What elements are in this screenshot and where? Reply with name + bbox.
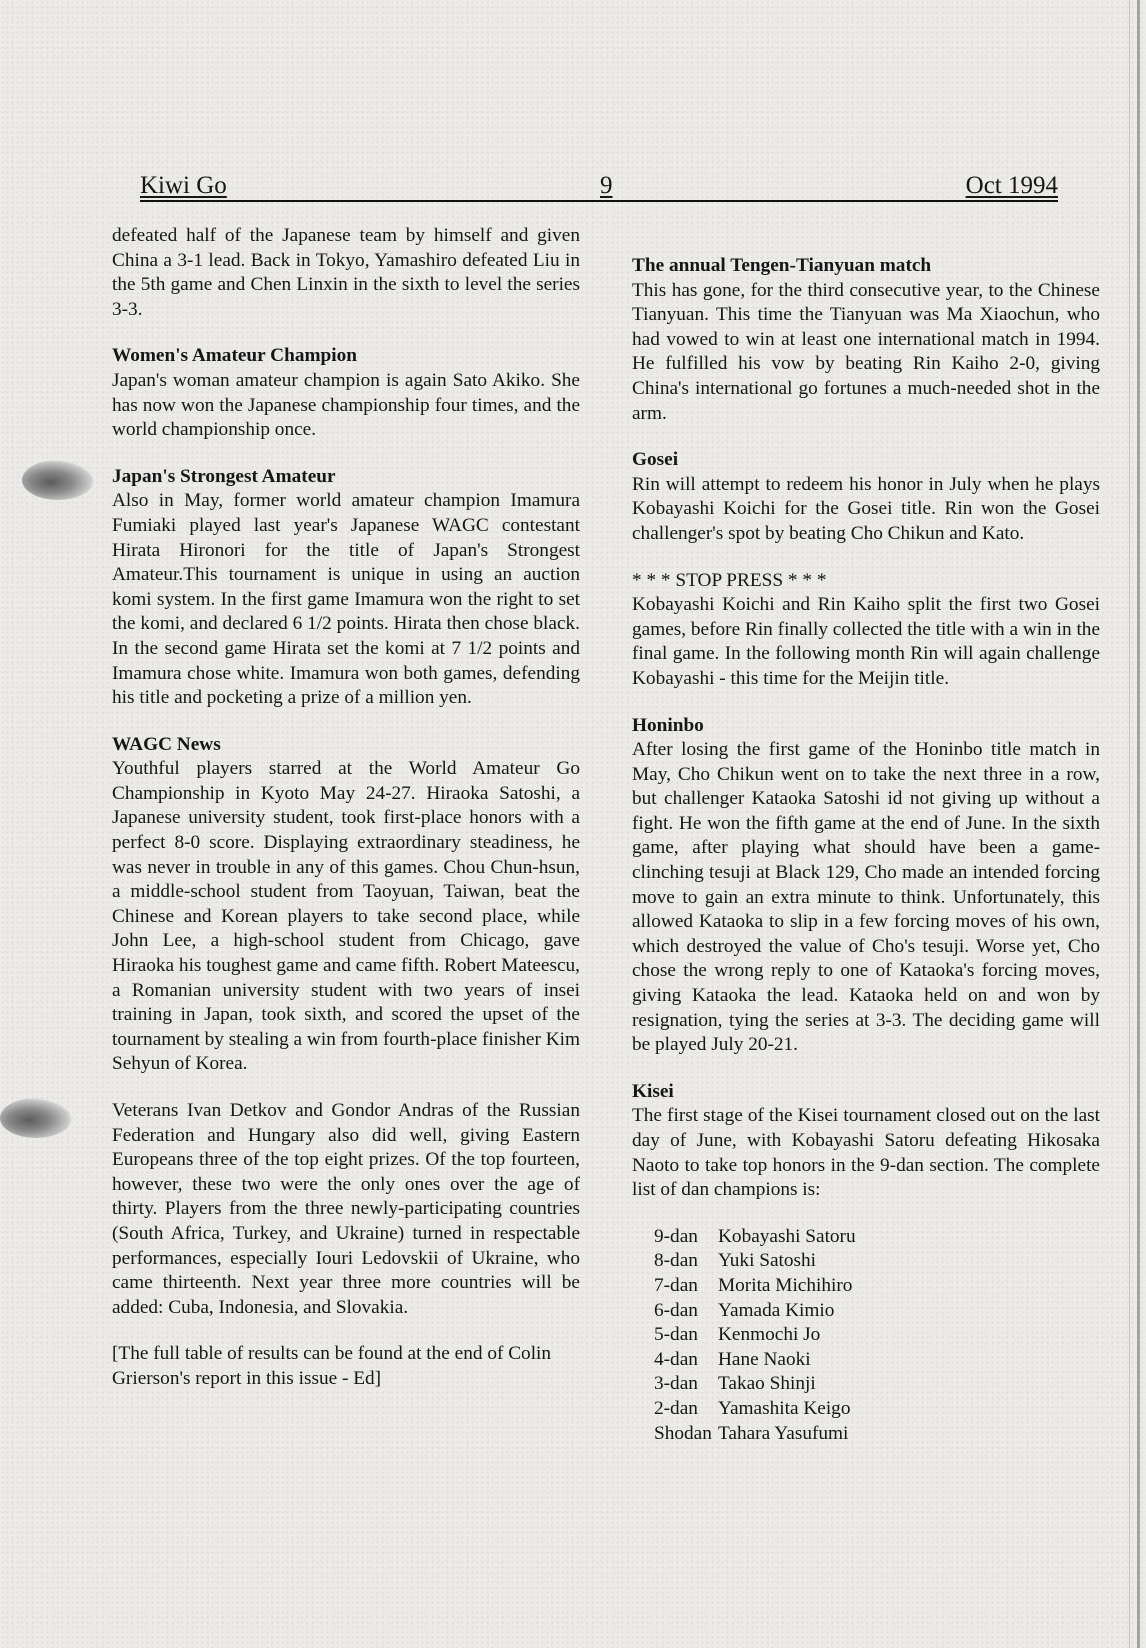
left-column — [112, 224, 580, 1392]
scan-edge-shadow — [1137, 0, 1140, 1648]
list-item — [654, 1422, 1100, 1447]
tengen-body: This has gone, for the third consecutive year, to the Chinese Tianyuan. This time the Tianyuan was Ma Xiaochun, who had vowed to win at least one international match in 1994. He fulfilled his vow by beating Rin Kaiho 2-0, giving China's international go fortunes a much-needed shot in the arm. — [632, 279, 1100, 424]
dan-champions-list — [654, 1225, 1100, 1446]
champion-name: Takao Shinji — [718, 1373, 816, 1395]
dan-rank: 9-dan — [654, 1225, 698, 1247]
list-item — [654, 1299, 1100, 1324]
list-item — [654, 1397, 1100, 1422]
intro-paragraph: defeated half of the Japanese team by himself and given China a 3-1 lead. Back in Tokyo, Yamashiro defeated Liu in the 5th game and Chen Linxin in the sixth to level the series 3-3. — [112, 225, 580, 320]
champion-name: Yamashita Keigo — [718, 1397, 851, 1419]
champion-name: Yamada Kimio — [718, 1299, 835, 1321]
champion-name: Kobayashi Satoru — [718, 1225, 856, 1247]
tengen-heading: The annual Tengen-Tianyuan match — [632, 255, 932, 276]
stop-press-heading: * * * STOP PRESS * * * — [632, 569, 827, 591]
dan-rank: 7-dan — [654, 1274, 698, 1296]
champion-name: Morita Michihiro — [718, 1274, 853, 1296]
list-item — [654, 1372, 1100, 1397]
honinbo-heading: Honinbo — [632, 714, 704, 736]
dan-rank: 4-dan — [654, 1348, 698, 1370]
publication-title: Kiwi Go — [140, 172, 227, 199]
dan-rank: 5-dan — [654, 1324, 698, 1346]
dan-rank: 6-dan — [654, 1299, 698, 1321]
header-rule — [140, 200, 1058, 202]
gosei-heading: Gosei — [632, 449, 679, 471]
dan-rank: 3-dan — [654, 1373, 698, 1395]
page-header — [140, 172, 1058, 204]
stop-press-body: Kobayashi Koichi and Rin Kaiho split the first two Gosei games, before Rin finally collected the title with a win in the final game. In the following month Rin will again challenge Kobayashi - this time for the Meijin title. — [632, 594, 1100, 689]
champion-name: Hane Naoki — [718, 1348, 811, 1370]
list-item — [654, 1249, 1100, 1274]
kisei-body: The first stage of the Kisei tournament closed out on the last day of June, with Kobayashi Satoru defeating Hikosaka Naoto to take top honors in the 9-dan section. The complete list of dan champions is: — [632, 1105, 1100, 1201]
punch-hole-top — [22, 460, 94, 500]
list-item — [654, 1274, 1100, 1299]
editor-note: [The full table of results can be found at the end of Colin Grierson's report in this issue - Ed] — [112, 1343, 552, 1389]
dan-rank: Shodan — [654, 1422, 712, 1444]
gosei-body: Rin will attempt to redeem his honor in July when he plays Kobayashi Koichi for the Gosei title. Rin won the Gosei challenger's spot by beating Cho Chikun and Kato. — [632, 473, 1100, 544]
dan-rank: 2-dan — [654, 1397, 698, 1419]
list-item — [654, 1323, 1100, 1348]
strongest-amateur-body: Also in May, former world amateur champion Imamura Fumiaki played last year's Japanese WAGC contestant Hirata Hironori for the title of Japan's Strongest Amateur.This tournament is unique in using an auction komi system. In the first game Imamura won the right to set the komi, and declared 6 1/2 points. Hirata then chose black. In the second game Hirata set the komi at 7 1/2 points and Imamura chose white. Imamura won both games, defending his title and pocketing a prize of a million yen. — [112, 490, 580, 709]
scan-edge-line — [1129, 0, 1130, 1648]
wagc-news-body: Youthful players starred at the World Amateur Go Championship in Kyoto May 24-27. Hiraoka Satoshi, a Japanese university student, took first-place honors with a perfect 8-0 score. Displaying extraordinary steadiness, he was never in trouble in any of this games. Chou Chun-hsun, a middle-school student from Taoyuan, Taiwan, beat the Chinese and Korean players to take second place, while John Lee, a high-school student from Chicago, gave Hiraoka his toughest game and came fifth. Robert Mateescu, a Romanian university student with two years of insei training in Japan, took sixth, and scored the upset of the tournament by stealing a win from fourth-place finisher Kim Sehyun of Korea. — [112, 758, 580, 1075]
strongest-amateur-heading: Japan's Strongest Amateur — [112, 465, 336, 487]
womens-champion-heading: Women's Amateur Champion — [112, 345, 357, 367]
womens-champion-body: Japan's woman amateur champion is again Sato Akiko. She has now won the Japanese championship four times, and the world championship once. — [112, 369, 580, 441]
kisei-heading: Kisei — [632, 1080, 674, 1102]
wagc-news-body-2: Veterans Ivan Detkov and Gondor Andras of the Russian Federation and Hungary also did well, giving Eastern Europeans three of the top eight prizes. Of the top fourteen, however, these two were the only ones over the age of thirty. Players from the three newly-participating countries (South Africa, Turkey, and Ukraine) turned in respectable performances, especially Iouri Ledovskii of Ukraine, who came thirteenth. Next year three more countries will be added: Cuba, Indonesia, and Slovakia. — [112, 1100, 580, 1318]
champion-name: Tahara Yasufumi — [718, 1422, 849, 1444]
champion-name: Yuki Satoshi — [718, 1250, 817, 1272]
wagc-news-heading: WAGC News — [112, 733, 221, 755]
list-item — [654, 1225, 1100, 1250]
honinbo-body: After losing the first game of the Honinbo title match in May, Cho Chikun went on to take the next three in a row, but challenger Kataoka Satoshi id not giving up without a fight. He won the fifth game at the end of June. In the sixth game, after playing what should have been a game-clinching tesuji at Black 129, Cho made an intended forcing move to gain an extra minute to think. Unfortunately, this allowed Kataoka to slip in a few forcing moves of his own, which destroyed the value of Cho's tesuji. Worse yet, Cho chose the wrong reply to one of Kataoka's forcing moves, giving Kataoka the lead. Kataoka held on and won by resignation, tying the series at 3-3. The deciding game will be played July 20-21. — [632, 739, 1100, 1056]
champion-name: Kenmochi Jo — [718, 1324, 821, 1346]
page-number: 9 — [600, 172, 613, 199]
issue-date: Oct 1994 — [965, 172, 1058, 199]
list-item — [654, 1348, 1100, 1373]
punch-hole-bottom — [0, 1098, 72, 1138]
dan-rank: 8-dan — [654, 1250, 698, 1272]
right-column — [632, 254, 1100, 1446]
